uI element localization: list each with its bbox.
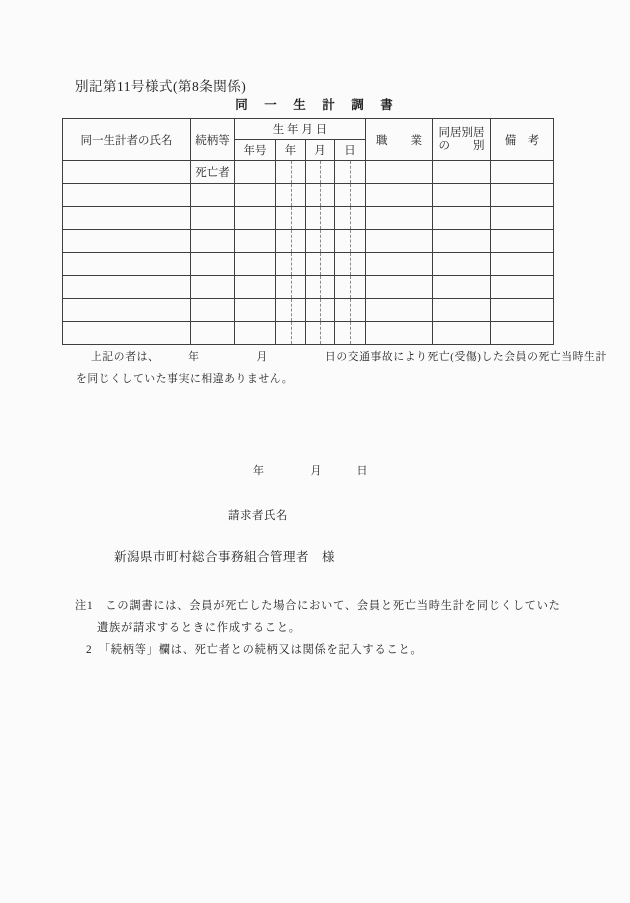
col-header-cohabitation-line1: 同居別居 [438, 126, 485, 139]
form-number-note: 別記第11号様式(第8条関係) [75, 79, 247, 94]
relationship-cell [191, 253, 235, 276]
relationship-cell: 死亡者 [191, 161, 235, 184]
note-2: 2 「続柄等」欄は、死亡者との続柄又は関係を記入すること。 [86, 644, 423, 656]
day-cell [335, 322, 366, 345]
relationship-cell [191, 322, 235, 345]
era-cell [235, 184, 276, 207]
name-cell [63, 161, 191, 184]
cohabitation-cell [433, 299, 491, 322]
name-cell [63, 322, 191, 345]
name-cell [63, 299, 191, 322]
table-row [63, 276, 554, 299]
note-1-line2: 遺族が請求するときに作成すること。 [97, 622, 301, 634]
occupation-cell [366, 207, 433, 230]
occupation-cell [366, 161, 433, 184]
col-header-occupation: 職 業 [366, 119, 433, 161]
form-title: 同 一 生 計 調 書 [235, 98, 395, 112]
era-cell [235, 276, 276, 299]
date-line: 年 月 日 [253, 465, 368, 477]
col-header-cohabitation-line2: の 別 [438, 139, 485, 152]
remarks-cell [491, 184, 554, 207]
cohabitation-cell [433, 276, 491, 299]
cohabitation-cell [433, 161, 491, 184]
month-cell [306, 299, 335, 322]
era-cell [235, 161, 276, 184]
remarks-cell [491, 253, 554, 276]
year-cell [276, 276, 306, 299]
era-cell [235, 253, 276, 276]
name-cell [63, 207, 191, 230]
year-cell [276, 207, 306, 230]
cohabitation-cell [433, 230, 491, 253]
remarks-cell [491, 230, 554, 253]
cohabitation-cell [433, 207, 491, 230]
occupation-cell [366, 253, 433, 276]
remarks-cell [491, 276, 554, 299]
name-cell [63, 184, 191, 207]
year-cell [276, 253, 306, 276]
remarks-cell [491, 299, 554, 322]
month-cell [306, 276, 335, 299]
col-header-relationship: 続柄等 [191, 119, 235, 161]
col-header-month: 月 [306, 140, 335, 161]
era-cell [235, 299, 276, 322]
day-cell [335, 161, 366, 184]
table-row [63, 207, 554, 230]
cohabitation-cell [433, 253, 491, 276]
occupation-cell [366, 322, 433, 345]
relationship-cell [191, 207, 235, 230]
month-cell [306, 253, 335, 276]
relationship-cell [191, 230, 235, 253]
occupation-cell [366, 184, 433, 207]
remarks-cell [491, 161, 554, 184]
relationship-cell [191, 184, 235, 207]
year-cell [276, 161, 306, 184]
relationship-cell [191, 276, 235, 299]
col-header-day: 日 [335, 140, 366, 161]
cohabitation-cell [433, 184, 491, 207]
name-cell [63, 253, 191, 276]
year-cell [276, 322, 306, 345]
month-cell [306, 322, 335, 345]
col-header-name: 同一生計者の氏名 [63, 119, 191, 161]
name-cell [63, 276, 191, 299]
day-cell [335, 276, 366, 299]
month-cell [306, 161, 335, 184]
claimant-name-label: 請求者氏名 [228, 510, 288, 522]
col-header-year: 年 [276, 140, 306, 161]
year-cell [276, 184, 306, 207]
statement-line1: 上記の者は、 年 月 日の交通事故により死亡(受傷)した会員の死亡当時生計 [91, 351, 607, 363]
name-cell [63, 230, 191, 253]
occupation-cell [366, 230, 433, 253]
table-row [63, 230, 554, 253]
era-cell [235, 322, 276, 345]
month-cell [306, 207, 335, 230]
day-cell [335, 230, 366, 253]
cohabitation-cell [433, 322, 491, 345]
statement-line2: を同じくしていた事実に相違ありません。 [76, 373, 294, 385]
month-cell [306, 184, 335, 207]
table-row [63, 253, 554, 276]
relationship-cell [191, 299, 235, 322]
day-cell [335, 207, 366, 230]
table-row [63, 184, 554, 207]
day-cell [335, 299, 366, 322]
addressee: 新潟県市町村総合事務組合管理者 様 [114, 550, 336, 564]
table-row [63, 299, 554, 322]
col-header-era: 年号 [235, 140, 276, 161]
era-cell [235, 230, 276, 253]
col-header-birthdate: 生 年 月 日 [235, 119, 366, 140]
day-cell [335, 184, 366, 207]
livelihood-table [62, 118, 554, 345]
note-1-line1: 注1 この調書には、会員が死亡した場合において、会員と死亡当時生計を同じくしていた [75, 600, 561, 612]
col-header-remarks: 備 考 [491, 119, 554, 161]
day-cell [335, 253, 366, 276]
era-cell [235, 207, 276, 230]
year-cell [276, 299, 306, 322]
occupation-cell [366, 276, 433, 299]
occupation-cell [366, 299, 433, 322]
year-cell [276, 230, 306, 253]
month-cell [306, 230, 335, 253]
remarks-cell [491, 322, 554, 345]
remarks-cell [491, 207, 554, 230]
table-row [63, 161, 554, 184]
table-row [63, 322, 554, 345]
col-header-cohabitation [433, 119, 491, 161]
